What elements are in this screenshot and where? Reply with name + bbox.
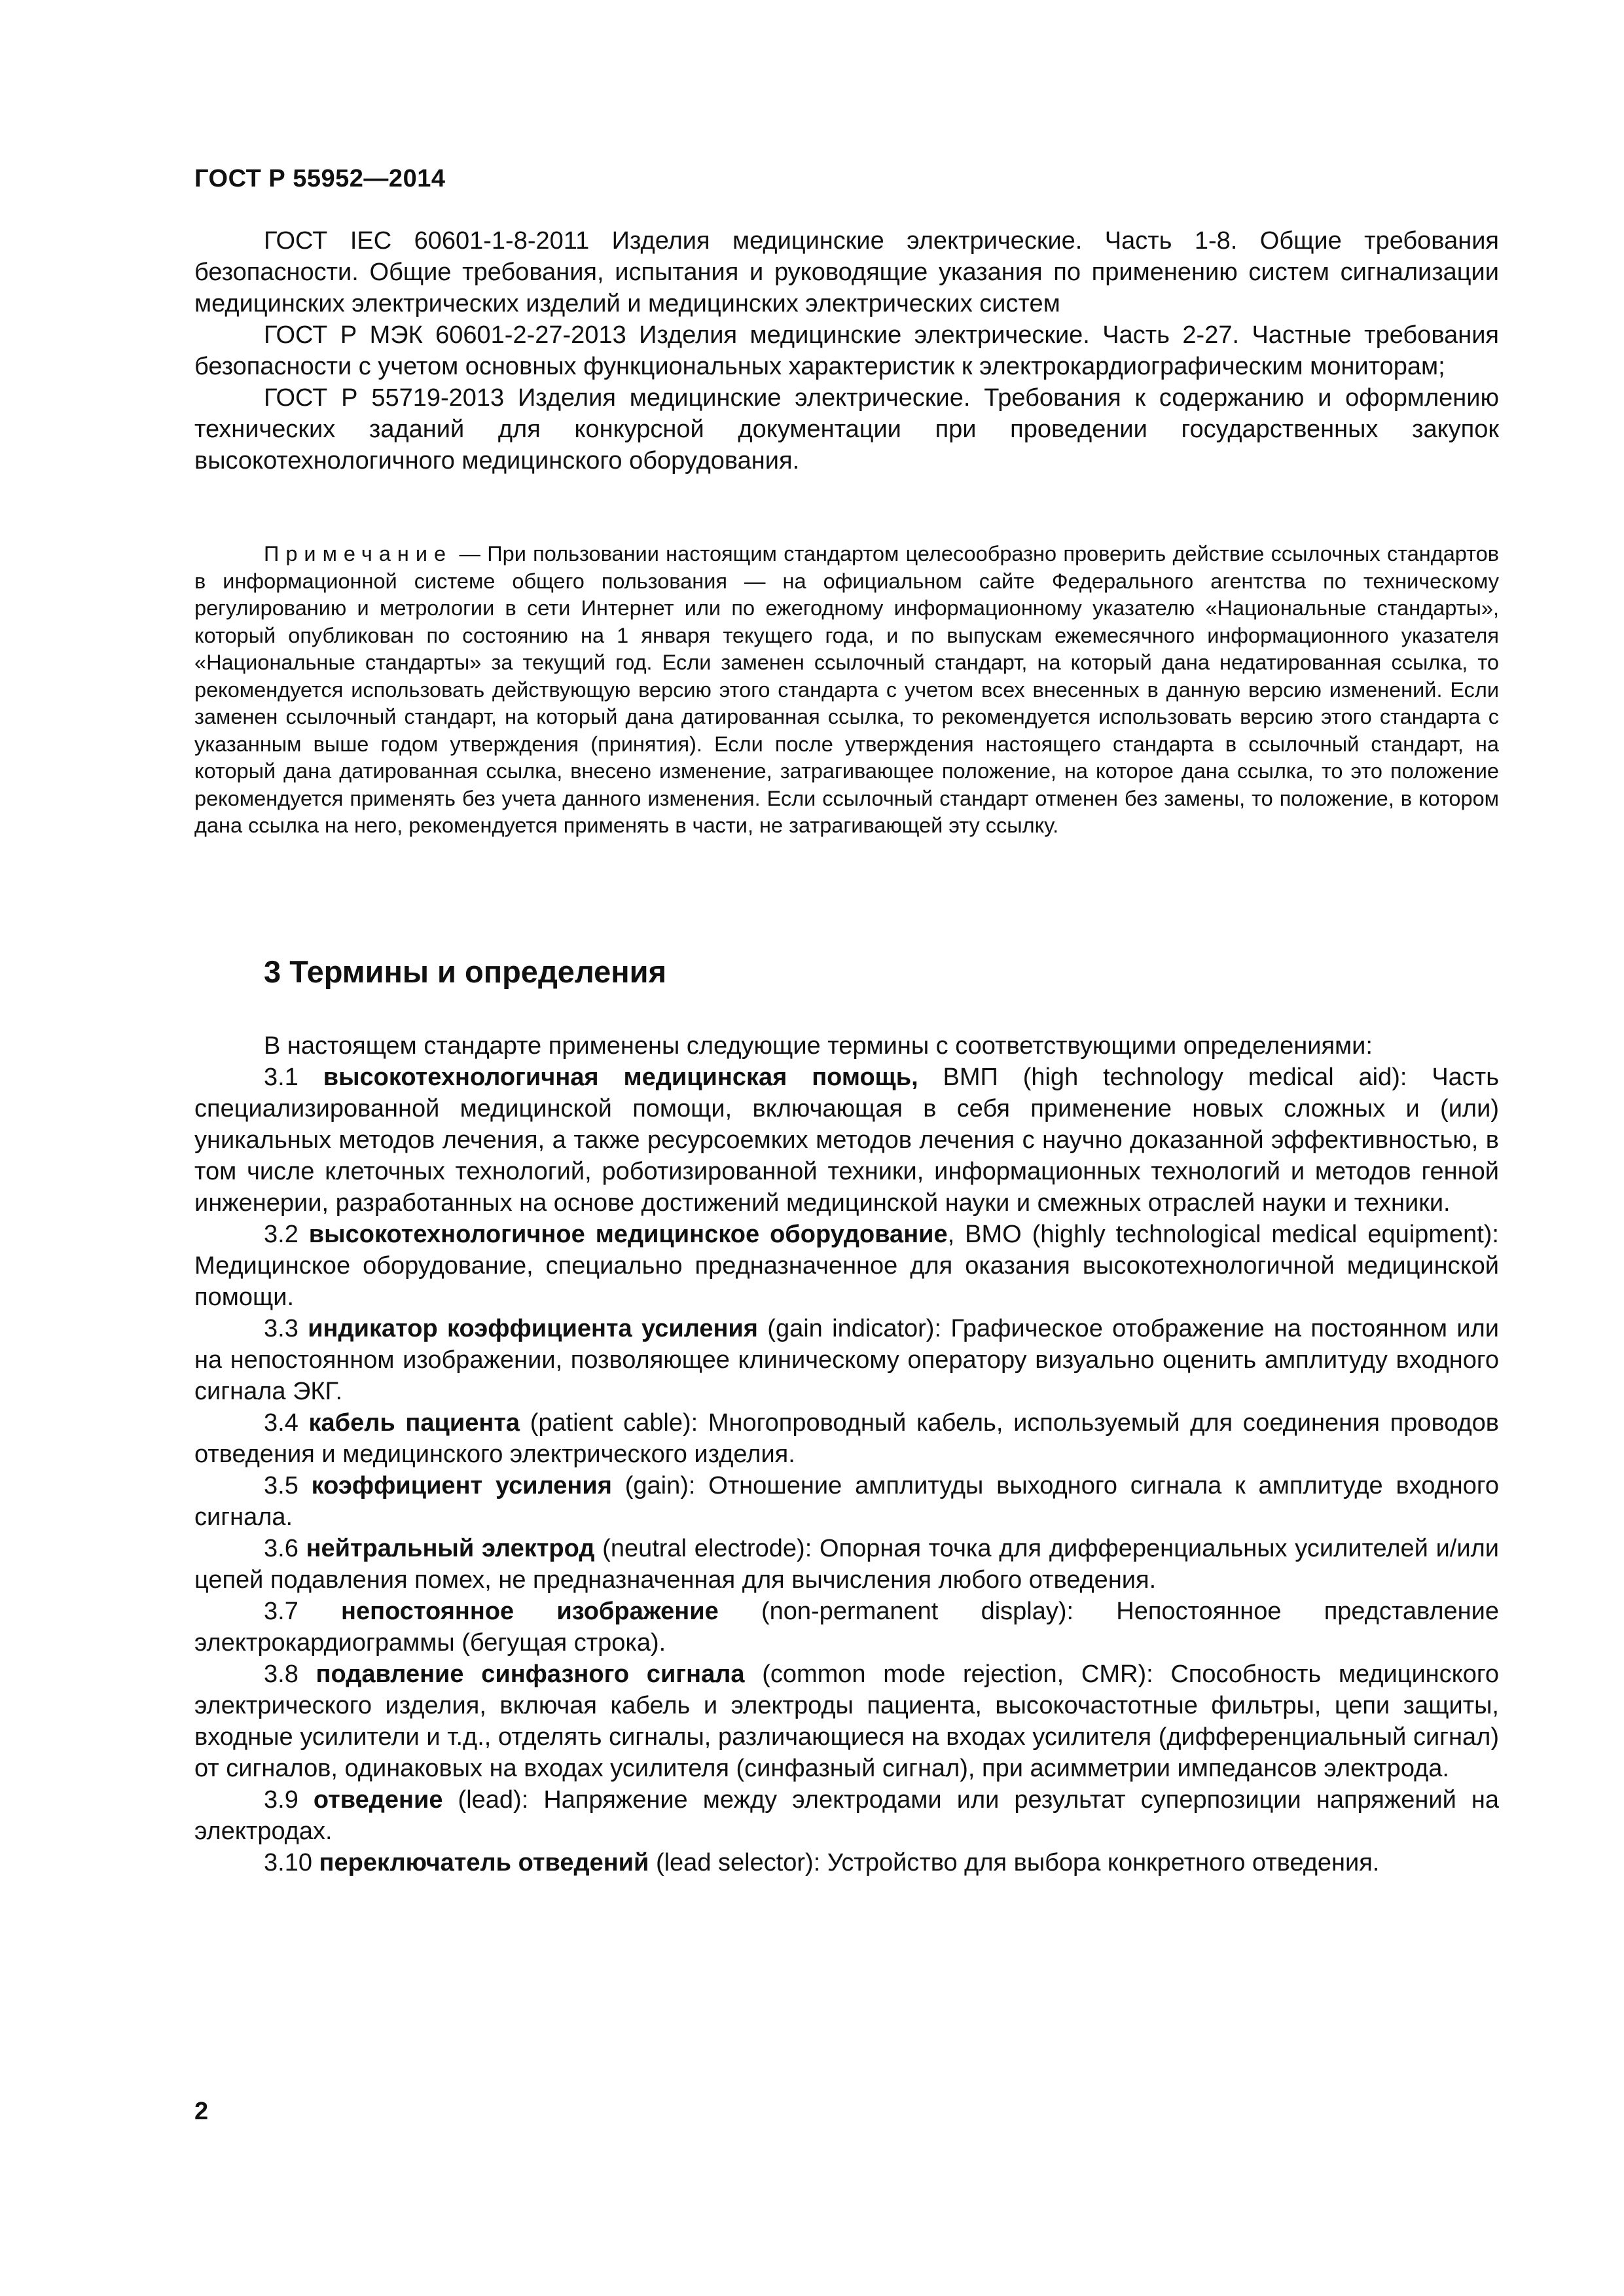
term-definition xyxy=(194,1470,1499,1533)
term-text: (common mode rejection, CMR): Способность медицинского электрического изделия, включая кабель и электроды пациента, высокочастотные фильтры, цепи защиты, входные усилители и т.д., отделять сигналы, различающиеся на входах усилителя (дифференциальный сигнал) от сигналов, одинаковых на входах усилителя (синфазный сигнал), при асимметрии импедансов электрода. xyxy=(194,1660,1499,1782)
terms-list xyxy=(194,1030,1499,1878)
term-definition xyxy=(194,1407,1499,1470)
normative-references xyxy=(194,225,1499,476)
term-text: (lead selector): Устройство для выбора конкретного отведения. xyxy=(649,1849,1380,1876)
page-number: 2 xyxy=(194,2098,209,2125)
term-number: 3.10 xyxy=(264,1849,319,1876)
term-number: 3.4 xyxy=(264,1409,309,1437)
note-text: — При пользовании настоящим стандартом целесообразно проверить действие ссылочных стандартов в информационной системе общего пользования — на официальном сайте Федерального агентства по техническому регулированию и метрологии в сети Интернет или по ежегодному информационному указателю «Национальные стандарты», который опубликован по состоянию на 1 января текущего года, и по выпускам ежемесячного информационного указателя «Национальные стандарты» за текущий год. Если заменен ссылочный стандарт, на который дана недатированная ссылка, то рекомендуется использовать действующую версию этого стандарта с учетом всех внесенных в данную версию изменений. Если заменен ссылочный стандарт, на который дана датированная ссылка, то рекомендуется использовать версию этого стандарта с указанным выше годом утверждения (принятия). Если после утверждения настоящего стандарта в ссылочный стандарт, на который дана датированная ссылка, внесено изменение, затрагивающее положение, на которое дана ссылка, то это положение рекомендуется применять без учета данного изменения. Если ссылочный стандарт отменен без замены, то положение, в котором дана ссылка на него, рекомендуется применять в части, не затрагивающей эту ссылку. xyxy=(194,542,1499,837)
term-name: отведение xyxy=(313,1786,443,1814)
term-number: 3.5 xyxy=(264,1472,312,1499)
document-header: ГОСТ Р 55952—2014 xyxy=(194,165,446,192)
term-name: нейтральный электрод xyxy=(306,1535,595,1562)
term-text: ВМП (high technology medical aid): Часть специализированной медицинской помощи, включающая в себя применение новых сложных и (или) уникальных методов лечения, а также ресурсоемких методов лечения с научно доказанной эффективностью, в том числе клеточных технологий, роботизированной техники, информационных технологий и методов генной инженерии, разработанных на основе достижений медицинской науки и смежных отраслей науки и техники. xyxy=(194,1064,1499,1217)
term-definition xyxy=(194,1219,1499,1313)
term-name: коэффициент усиления xyxy=(311,1472,612,1499)
reference-item: ГОСТ Р 55719-2013 Изделия медицинские электрические. Требования к содержанию и оформлению технических заданий для конкурсной документации при проведении государственных закупок высокотехнологичного медицинского оборудования. xyxy=(194,384,1499,475)
term-text: (neutral electrode): Опорная точка для дифференциальных усилителей и/или цепей подавления помех, не предназначенная для вычисления любого отведения. xyxy=(194,1535,1499,1594)
term-name: высокотехнологичная медицинская помощь, xyxy=(323,1064,918,1091)
term-text: , ВМО (highly technological medical equipment): Медицинское оборудование, специально предназначенное для оказания высокотехнологичной медицинской помощи. xyxy=(194,1221,1499,1311)
term-text: (gain indicator): Графическое отображение на постоянном или на непостоянном изображении, позволяющее клиническому оператору визуально оценить амплитуду входного сигнала ЭКГ. xyxy=(194,1315,1499,1405)
term-number: 3.3 xyxy=(264,1315,308,1342)
term-definition xyxy=(194,1847,1499,1878)
term-name: кабель пациента xyxy=(308,1409,520,1437)
term-name: высокотехнологичное медицинское оборудование xyxy=(308,1221,948,1248)
term-name: индикатор коэффициента усиления xyxy=(308,1315,758,1342)
section-heading: 3 Термины и определения xyxy=(264,954,666,989)
term-name: подавление синфазного сигнала xyxy=(316,1660,745,1688)
term-number: 3.8 xyxy=(264,1660,316,1688)
term-text: (non-permanent display): Непостоянное представление электрокардиограммы (бегущая строка). xyxy=(194,1598,1499,1657)
term-text: (lead): Напряжение между электродами или результат суперпозиции напряжений на электродах. xyxy=(194,1786,1499,1845)
term-text: (patient cable): Многопроводный кабель, используемый для соединения проводов отведения и медицинского электрического изделия. xyxy=(194,1409,1499,1468)
term-number: 3.6 xyxy=(264,1535,306,1562)
term-number: 3.7 xyxy=(264,1598,342,1625)
term-definition xyxy=(194,1313,1499,1407)
term-number: 3.2 xyxy=(264,1221,309,1248)
reference-item: ГОСТ IEC 60601-1-8-2011 Изделия медицинские электрические. Часть 1-8. Общие требования безопасности. Общие требования, испытания и руководящие указания по применению систем сигнализации медицинских электрических изделий и медицинских электрических систем xyxy=(194,227,1499,317)
term-name: непостоянное изображение xyxy=(341,1598,719,1625)
term-number: 3.9 xyxy=(264,1786,314,1814)
term-number: 3.1 xyxy=(264,1064,323,1091)
term-definition xyxy=(194,1784,1499,1847)
term-definition xyxy=(194,1533,1499,1596)
term-text: (gain): Отношение амплитуды выходного сигнала к амплитуде входного сигнала. xyxy=(194,1472,1499,1531)
term-name: переключатель отведений xyxy=(319,1849,649,1876)
note-label: Примечание xyxy=(264,542,453,565)
term-definition xyxy=(194,1659,1499,1784)
term-definition xyxy=(194,1596,1499,1659)
term-definition xyxy=(194,1062,1499,1219)
terms-intro: В настоящем стандарте применены следующие термины с соответствующими определениями: xyxy=(264,1032,1373,1060)
references-note xyxy=(194,541,1499,840)
reference-item: ГОСТ Р МЭК 60601-2-27-2013 Изделия медицинские электрические. Часть 2-27. Частные требования безопасности с учетом основных функциональных характеристик к электрокардиографическим мониторам; xyxy=(194,321,1499,380)
